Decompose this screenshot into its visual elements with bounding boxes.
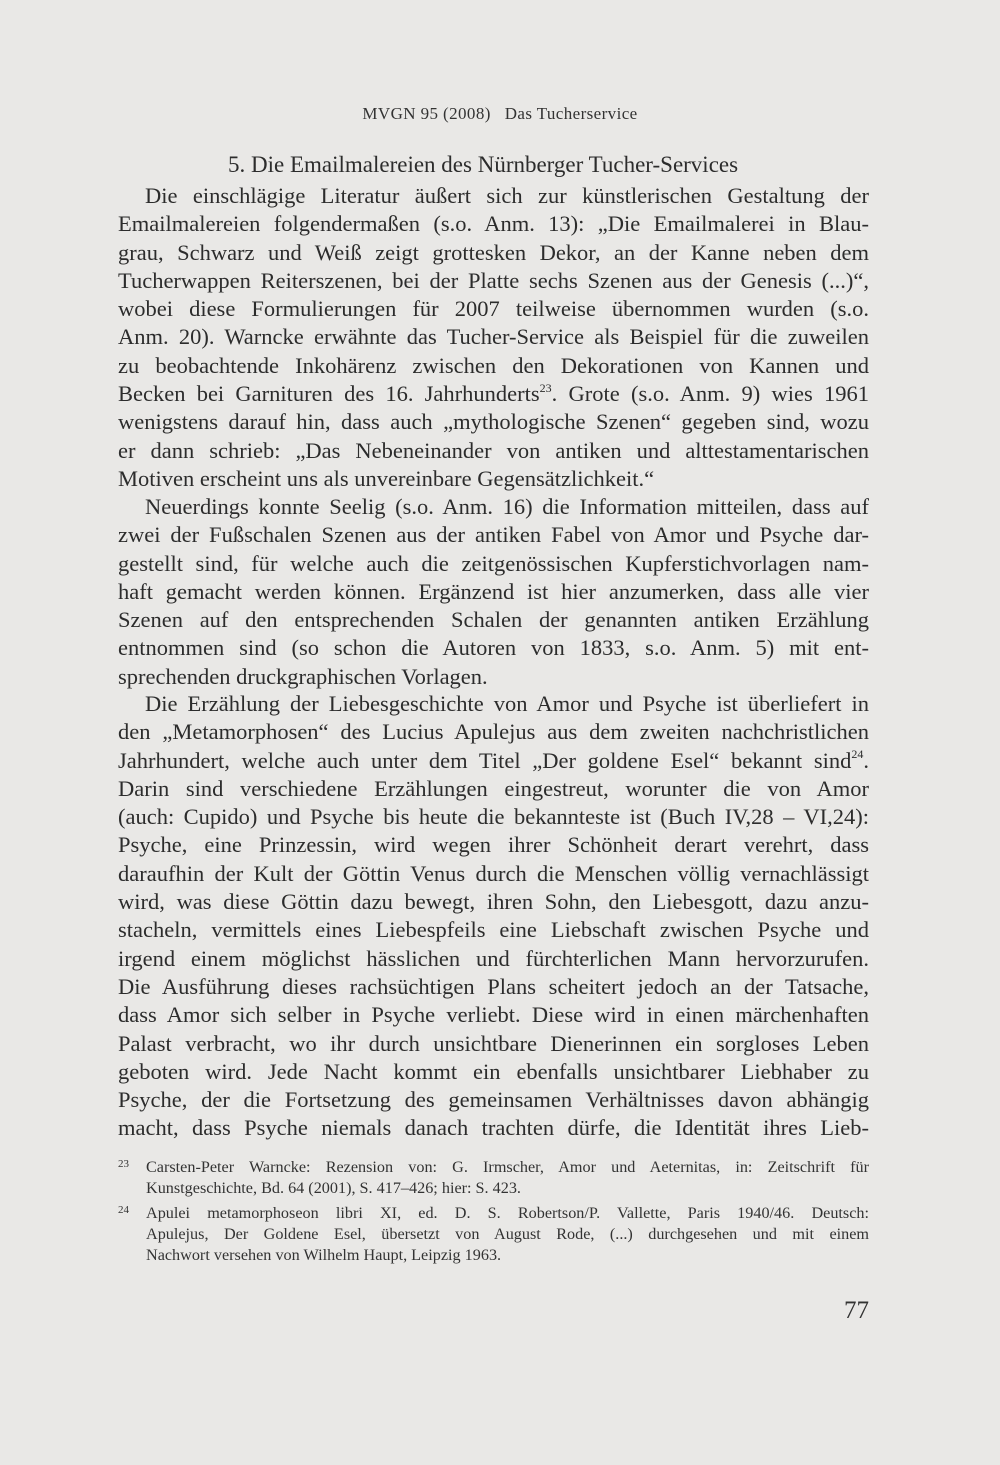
running-head: MVGN 95 (2008) Das Tucherservice [362, 104, 638, 123]
footnote-ref-23[interactable]: 23 [539, 380, 552, 395]
text-line: irgend einem möglichst hässlichen und fürchterlichen Mann hervorzurufen. [118, 945, 869, 971]
footnote-line: Kunstgeschichte, Bd. 64 (2001), S. 417–426; hier: S. 423. [146, 1179, 521, 1197]
text-line: zwei der Fußschalen Szenen aus der antiken Fabel von Amor und Psyche dar- [118, 522, 869, 548]
text-line: Die Ausführung dieses rachsüchtigen Plans scheitert jedoch an der Tatsache, [118, 973, 869, 999]
text-fragment: Jahrhundert, welche auch unter dem Titel „Der goldene Esel“ bekannt sind [118, 747, 852, 773]
text-line: (auch: Cupido) und Psyche bis heute die bekannteste ist (Buch IV,28 – VI,24): [118, 804, 869, 830]
text-line: Emailmalereien folgendermaßen (s.o. Anm. 13): „Die Emailmalerei in Blau- [118, 211, 869, 237]
text-line: wird, was diese Göttin dazu bewegt, ihren Sohn, den Liebesgott, dazu anzu- [118, 889, 869, 915]
text-line: sprechenden druckgraphischen Vorlagen. [118, 663, 488, 689]
text-line [118, 380, 869, 408]
text-line: haft gemacht werden können. Ergänzend ist hier anzumerken, dass alle vier [118, 578, 869, 604]
footnote-line: Carsten-Peter Warncke: Rezension von: G. Irmscher, Amor und Aeternitas, in: Zeitschrift für [146, 1158, 869, 1176]
footnote-24 [118, 1203, 869, 1266]
footnote-ref-24[interactable]: 24 [851, 747, 864, 762]
text-line: Tucherwappen Reiterszenen, bei der Platte sechs Szenen aus der Genesis (...)“, [118, 267, 869, 293]
text-line: macht, dass Psyche niemals danach trachten dürfe, die Identität ihres Lieb- [118, 1115, 869, 1141]
section-heading: 5. Die Emailmalereien des Nürnberger Tucher-Services [228, 152, 739, 177]
footnote-line: Apulejus, Der Goldene Esel, übersetzt von August Rode, (...) durchgesehen und mit einem [146, 1225, 869, 1243]
text-line: gestellt sind, für welche auch die zeitgenössischen Kupferstichvorlagen nam- [118, 550, 869, 576]
text-line: zu beobachtende Inkohärenz zwischen den Dekorationen von Kannen und [118, 352, 869, 378]
text-line: er dann schrieb: „Das Nebeneinander von antiken und alttestamentarischen [118, 437, 869, 463]
text-fragment: . Grote (s.o. Anm. 9) wies 1961 [551, 381, 869, 407]
text-fragment: Becken bei Garnituren des 16. Jahrhunderts [118, 381, 540, 407]
paragraph-1 [118, 182, 869, 493]
text-line: entnommen sind (so schon die Autoren von 1833, s.o. Anm. 5) mit ent- [118, 635, 869, 661]
text-line: Szenen auf den entsprechenden Schalen der genannten antiken Erzählung [118, 607, 869, 633]
text-line: wobei diese Formulierungen für 2007 teilweise übernommen wurden (s.o. [118, 296, 869, 322]
text-line: Psyche, eine Prinzessin, wird wegen ihrer Schönheit derart verehrt, dass [118, 832, 869, 858]
text-line: Darin sind verschiedene Erzählungen eingestreut, worunter die von Amor [118, 775, 869, 801]
text-line: Psyche, der die Fortsetzung des gemeinsamen Verhältnisses davon abhängig [118, 1087, 869, 1113]
text-line: Die einschlägige Literatur äußert sich zur künstlerischen Gestaltung der [145, 183, 869, 208]
footnote-line: Nachwort versehen von Wilhelm Haupt, Leipzig 1963. [146, 1246, 502, 1264]
text-line: Neuerdings konnte Seelig (s.o. Anm. 16) die Information mitteilen, dass auf [145, 494, 869, 519]
text-line: daraufhin der Kult der Göttin Venus durch die Menschen völlig vernachlässigt [118, 860, 869, 886]
text-line: den „Metamorphosen“ des Lucius Apulejus aus dem zweiten nachchristlichen [118, 719, 869, 745]
text-line: wenigstens darauf hin, dass auch „mythologische Szenen“ gegeben sind, wozu [118, 409, 869, 435]
paragraph-2 [118, 493, 869, 691]
text-line [118, 747, 869, 775]
text-line: stacheln, vermittels eines Liebespfeils eine Liebschaft zwischen Psyche und [118, 917, 869, 943]
text-line: Motiven erscheint uns als unvereinbare Gegensätzlichkeit.“ [118, 465, 655, 491]
page-number: 77 [844, 1297, 869, 1324]
text-fragment: . [863, 747, 869, 773]
text-line: Anm. 20). Warncke erwähnte das Tucher-Service als Beispiel für die zuweilen [118, 324, 869, 350]
text-line: dass Amor sich selber in Psyche verliebt. Diese wird in einen märchenhaften [118, 1002, 869, 1028]
footnote-23 [118, 1157, 869, 1199]
text-line: geboten wird. Jede Nacht kommt ein ebenfalls unsichtbarer Liebhaber zu [118, 1058, 869, 1084]
text-line: Palast verbracht, wo ihr durch unsichtbare Dienerinnen ein sorgloses Leben [118, 1030, 869, 1056]
text-line: Die Erzählung der Liebesgeschichte von Amor und Psyche ist überliefert in [145, 691, 869, 716]
paragraph-3 [118, 690, 869, 1143]
text-line: grau, Schwarz und Weiß zeigt grottesken Dekor, an der Kanne neben dem [118, 239, 869, 265]
footnote-number: 23 [118, 1158, 129, 1170]
footnote-number: 24 [118, 1204, 129, 1216]
footnote-line: Apulei metamorphoseon libri XI, ed. D. S. Robertson/P. Vallette, Paris 1940/46. Deutsch: [146, 1204, 869, 1222]
